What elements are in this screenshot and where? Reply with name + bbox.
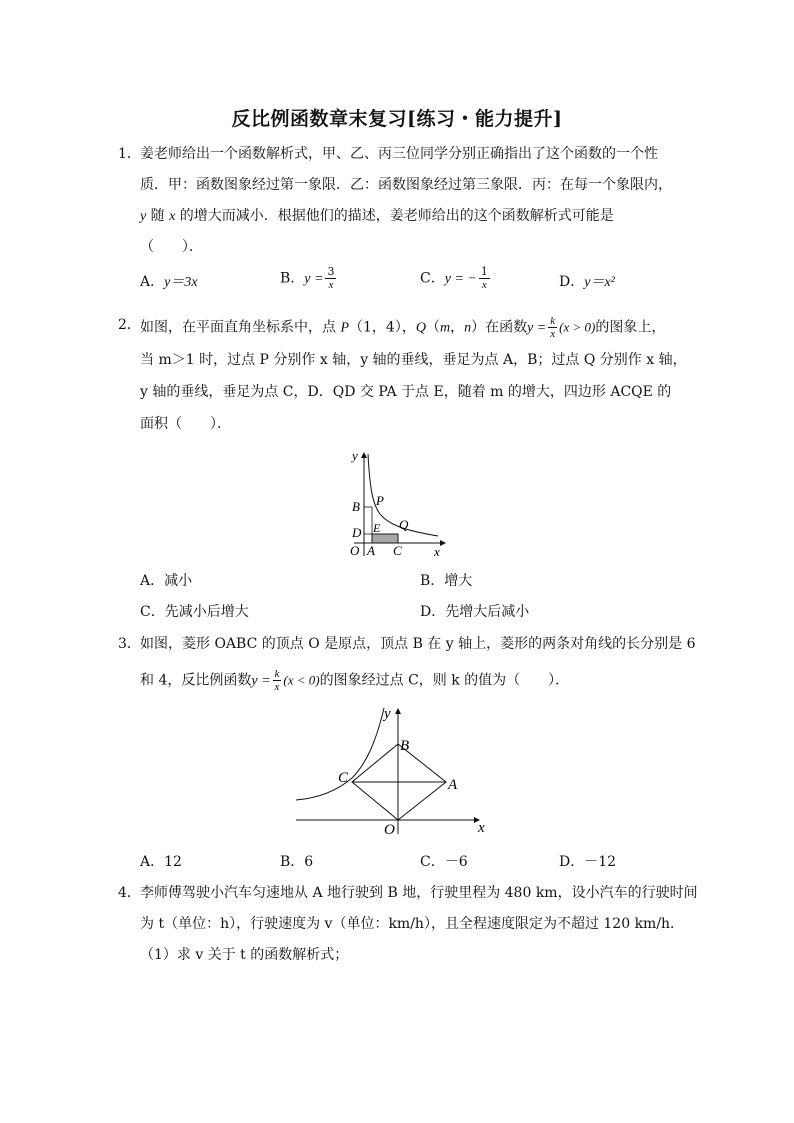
q3-line-1: 如图，菱形 OABC 的顶点 O 是原点，顶点 B 在 y 轴上，菱形的两条对角线的长分别是 6 (140, 636, 696, 652)
q2-label-A: A (367, 543, 375, 558)
q4-number: 4． (118, 885, 141, 901)
q3-figure (290, 702, 500, 838)
q2-l1-Q: Q (415, 320, 426, 336)
q2-l1-d: ， (450, 319, 465, 336)
q1-option-d-label: D． (559, 274, 585, 290)
q2-label-x: x (434, 544, 440, 559)
page-title: 反比例函数章末复习[练习・能力提升] (231, 108, 563, 130)
q1-line-2: 质．甲：函数图象经过第一象限．乙：函数图象经过第三象限．丙：在每一个象限内， (140, 177, 672, 193)
q3-option-c[interactable]: C．－6 (420, 854, 468, 870)
q4-line-1: 李师傅驾驶小汽车匀速地从 A 地行驶到 B 地，行驶里程为 480 km，设小汽车的行驶时间 (140, 885, 698, 901)
q2-label-B: B (352, 499, 360, 514)
q3-label-y: y (384, 706, 391, 722)
q3-option-d[interactable]: D．－12 (559, 854, 617, 870)
q1-var-x: x (169, 209, 176, 224)
q3-l2-b: 的图象经过点 C，则 k 的值为（ ）． (319, 672, 570, 689)
q1-option-b-numerator: 3 (327, 265, 335, 278)
q2-option-d[interactable]: D．先增大后减小 (420, 604, 530, 620)
q2-l1-m: m (439, 320, 451, 336)
q1-option-b-label: B． (280, 270, 305, 287)
q2-l1-P: P (340, 320, 350, 336)
q2-l1-a: 如图，在平面直角坐标系中，点 (140, 319, 341, 336)
q1-option-c[interactable] (420, 266, 492, 291)
q2-l1-k: k (550, 315, 556, 327)
q1-text-b: 的增大而减小．根据他们的描述，姜老师给出的这个函数解析式可能是 (175, 208, 614, 224)
q1-option-b-fraction (325, 266, 336, 291)
q2-option-c[interactable]: C．先减小后增大 (140, 604, 249, 620)
q1-option-b-lhs: y = (304, 271, 324, 287)
q3-label-C: C (338, 770, 349, 786)
q2-l1-n: n (464, 320, 472, 336)
q2-l1-y: y = (527, 320, 547, 336)
q2-l1-b: （1，4）， (349, 319, 416, 336)
q1-line-1: 姜老师给出一个函数解析式，甲、乙、丙三位同学分别正确指出了这个函数的一个性 (140, 146, 658, 162)
q3-label-A: A (448, 777, 458, 793)
q3-l2-y: y = (251, 673, 271, 689)
q1-line-3 (140, 206, 614, 227)
q2-label-O: O (350, 543, 360, 558)
q1-option-a-label: A． (140, 274, 165, 290)
q3-l2-k: k (274, 668, 280, 680)
q2-option-a[interactable]: A．减小 (140, 573, 193, 589)
q1-option-d-expr: y＝x² (584, 275, 615, 290)
q4-line-3: （1）求 v 关于 t 的函数解析式； (140, 947, 349, 963)
q3-label-x: x (478, 820, 485, 836)
q3-line-2 (140, 668, 569, 693)
q1-var-y: y (140, 209, 147, 224)
q1-option-d[interactable] (559, 272, 615, 293)
q1-option-b-denominator: x (328, 279, 334, 291)
q2-option-b[interactable]: B．增大 (420, 573, 473, 589)
q2-label-E: E (373, 521, 381, 535)
q2-label-Q: Q (399, 517, 409, 532)
q2-label-P: P (376, 493, 384, 508)
q2-figure (340, 444, 450, 560)
q3-number: 3． (118, 636, 141, 652)
q1-text-a: 随 (146, 208, 170, 224)
q2-l1-cond: (x > 0) (559, 319, 596, 335)
q2-l1-e: ）在函数 (471, 319, 528, 336)
q3-l2-x: x (274, 681, 280, 693)
q1-option-a-expr: y＝3x (164, 275, 198, 290)
q1-option-b[interactable] (280, 266, 338, 291)
q1-option-c-denominator: x (481, 279, 487, 291)
q3-label-B: B (400, 738, 410, 754)
q3-l2-cond: (x < 0) (283, 672, 320, 688)
q1-option-c-label: C． (420, 270, 445, 287)
q4-line-2: 为 t（单位：h），行驶速度为 v（单位：km/h），且全程速度限定为不超过 120 km/h． (140, 916, 685, 932)
q2-label-y: y (352, 448, 358, 463)
q2-l1-f: 的图象上， (595, 319, 666, 336)
q2-label-C: C (393, 543, 402, 558)
q2-line-2: 当 m＞1 时，过点 P 分别作 x 轴，y 轴的垂线，垂足为点 A，B；过点 Q 分别作 x 轴， (140, 352, 687, 368)
q2-l1-c: （ (425, 319, 440, 336)
q2-label-D: D (352, 525, 362, 540)
q3-y-arrow (395, 708, 401, 714)
q2-line-4: 面积（ ）． (140, 416, 231, 432)
q2-x-arrow (440, 540, 446, 546)
q2-l1-x: x (550, 328, 556, 340)
q1-option-c-numerator: 1 (480, 265, 488, 278)
q1-option-a[interactable] (140, 272, 198, 293)
q2-y-arrow (361, 452, 367, 458)
q3-l2-fraction (273, 668, 282, 693)
q2-number: 2． (118, 317, 141, 333)
q2-line-1 (140, 315, 665, 340)
q2-l1-fraction (548, 315, 557, 340)
q3-option-a[interactable]: A．12 (140, 854, 182, 870)
q3-label-O: O (384, 822, 395, 838)
q1-line-4: （ ）． (140, 239, 203, 255)
q3-l2-a: 和 4，反比例函数 (140, 672, 252, 689)
q3-option-b[interactable]: B．6 (280, 854, 314, 870)
q2-line-3: y 轴的垂线，垂足为点 C，D．QD 交 PA 于点 E，随着 m 的增大，四边形 ACQE 的 (140, 384, 672, 400)
q3-hyperbola (296, 708, 384, 800)
q1-option-c-lhs: y = − (444, 271, 477, 287)
q1-number: 1． (118, 146, 141, 162)
q1-option-c-fraction (479, 266, 490, 291)
q2-shaded-quadrilateral (372, 534, 398, 543)
